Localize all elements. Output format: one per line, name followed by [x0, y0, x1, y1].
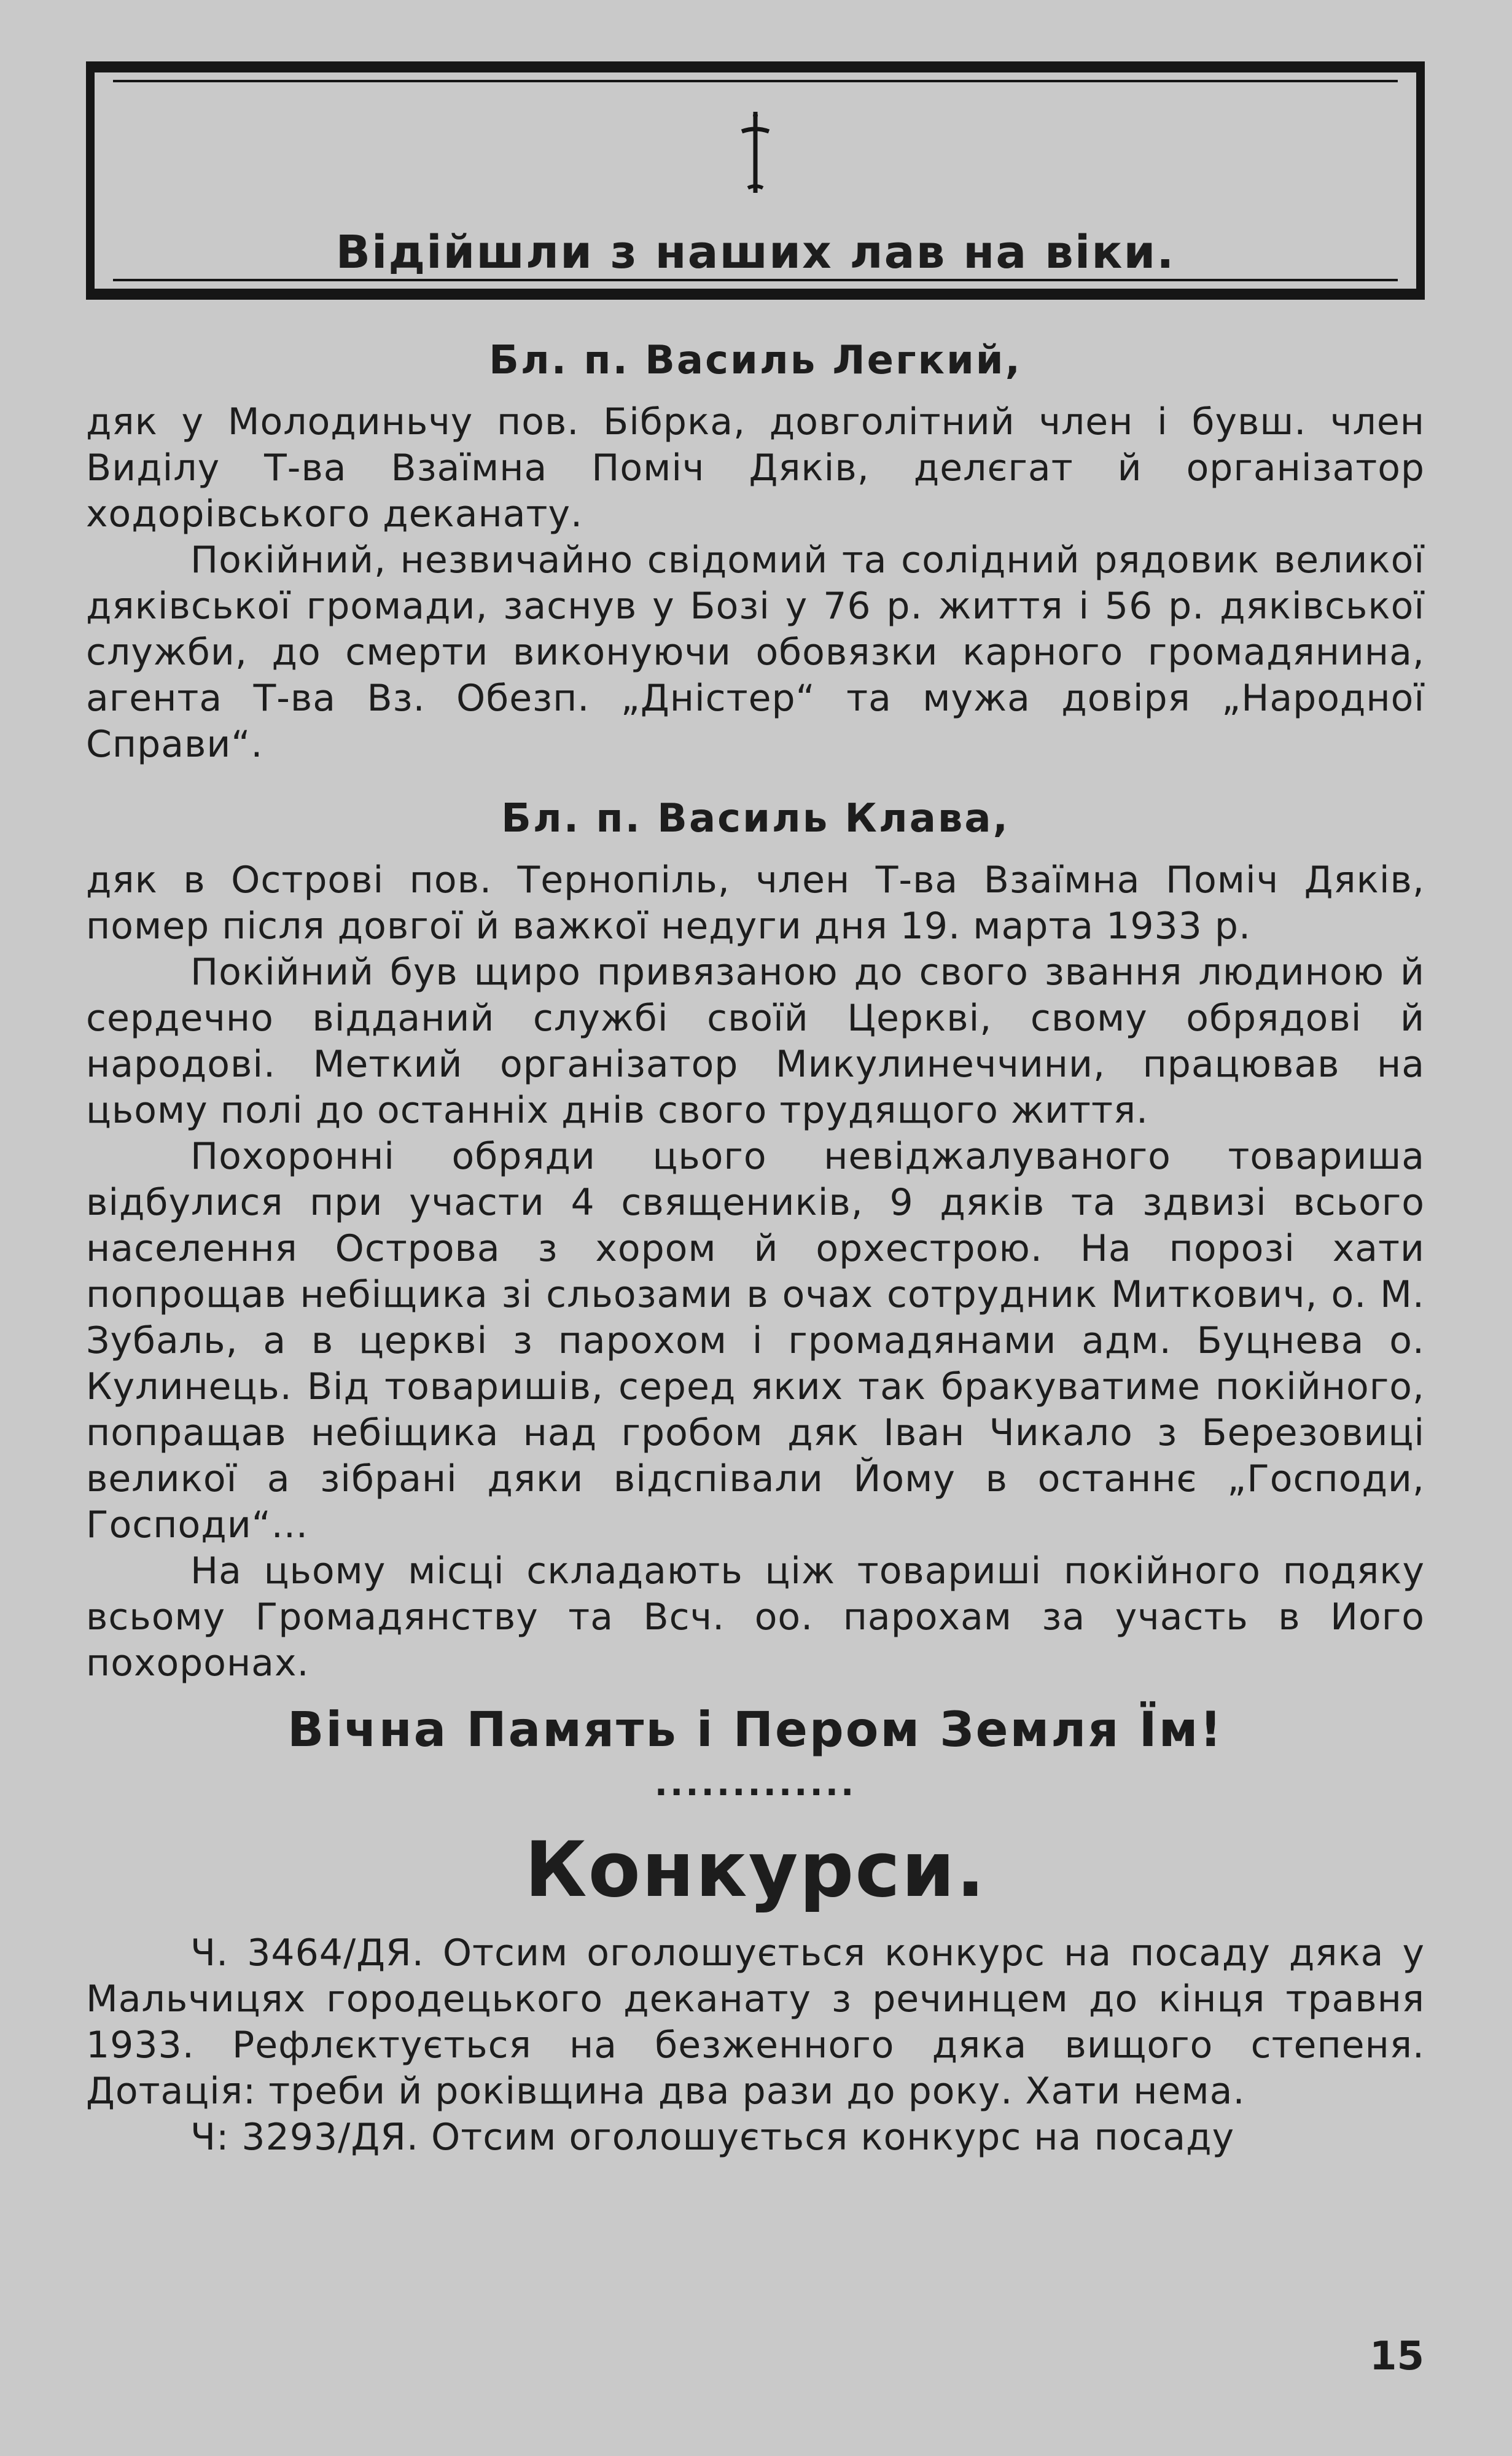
header-frame	[86, 61, 1425, 300]
obituary-1-name: Бл. п. Василь Легкий,	[489, 338, 1022, 383]
frame-inner-rule-bottom	[113, 279, 1398, 281]
obituary-2-paragraph-4: На цьому місці складають ціж товариші покійного подяку всьому Громадянству та Всч. оо. парохам за участь в Иого похоронах.	[86, 1550, 1425, 1685]
separator-dots: .............	[654, 1764, 857, 1804]
section-title-contests: Конкурси.	[524, 1826, 986, 1914]
obituary-2-paragraph-1: дяк в Острові пов. Тернопіль, член Т-ва Взаїмна Поміч Дяків, помер після довгої й важкої недуги дня 19. марта 1933 р.	[86, 859, 1425, 948]
frame-inner-rule-top	[113, 80, 1398, 82]
obituary-1-paragraph-2: Покійний, незвичайно свідомий та солідний рядовик великої дяківської громади, заснув у Бозі у 76 р. життя і 56 р. дяківської служби, до смерти виконуючи обовязки карного громадянина, агента Т-ва Вз. Обезп. „Дністер“ та мужа довіря „Народної Справи“.	[86, 539, 1425, 766]
page-title: Відійшли з наших лав на віки.	[335, 226, 1175, 279]
obituary-2-name: Бл. п. Василь Клава,	[501, 796, 1010, 841]
obituary-1-paragraph-1: дяк у Молодиньчу пов. Бібрка, довголітний член і бувш. член Виділу Т-ва Взаїмна Поміч Дяків, делєгат й організатор ходорівського деканату.	[86, 400, 1425, 536]
page-number: 15	[1370, 2334, 1425, 2379]
cross-icon	[737, 109, 774, 195]
obituary-2-paragraph-2: Покійний був щиро привязаною до свого звання людиною й сердечно відданий службі своїй Церкві, свому обрядові й народові. Меткий організатор Микулинеччини, працював на цьому полі до останніх днів свого трудящого життя.	[86, 951, 1425, 1132]
contest-paragraph-2: Ч: 3293/ДЯ. Отсим оголошується конкурс на посаду	[190, 2116, 1235, 2159]
page-content	[86, 61, 1425, 2161]
contest-paragraph-1: Ч. 3464/ДЯ. Отсим оголошується конкурс на посаду дяка у Мальчицях городецького деканату з речинцем до кінця травня 1933. Рефлєктується на безженного дяка вищого степеня. Дотація: треби й роківщина два рази до року. Хати нема.	[86, 1932, 1425, 2113]
obituary-2-paragraph-3: Похоронні обряди цього невіджалуваного товариша відбулися при участи 4 священиків, 9 дяків та здвизі всього населення Острова з хором й орхестрою. На порозі хати попрощав небіщика зі сльозами в очах сотрудник Миткович, о. М. Зубаль, а в церкві з парохом і громадянами адм. Буцнева о. Кулинець. Від товаришів, серед яких так бракуватиме покійного, попращав небіщика над гробом дяк Іван Чикало з Березовиці великої а зібрані дяки відспівали Йому в останнє „Господи, Господи“...	[86, 1135, 1425, 1546]
memory-line: Вічна Память і Пером Земля Їм!	[287, 1702, 1224, 1758]
